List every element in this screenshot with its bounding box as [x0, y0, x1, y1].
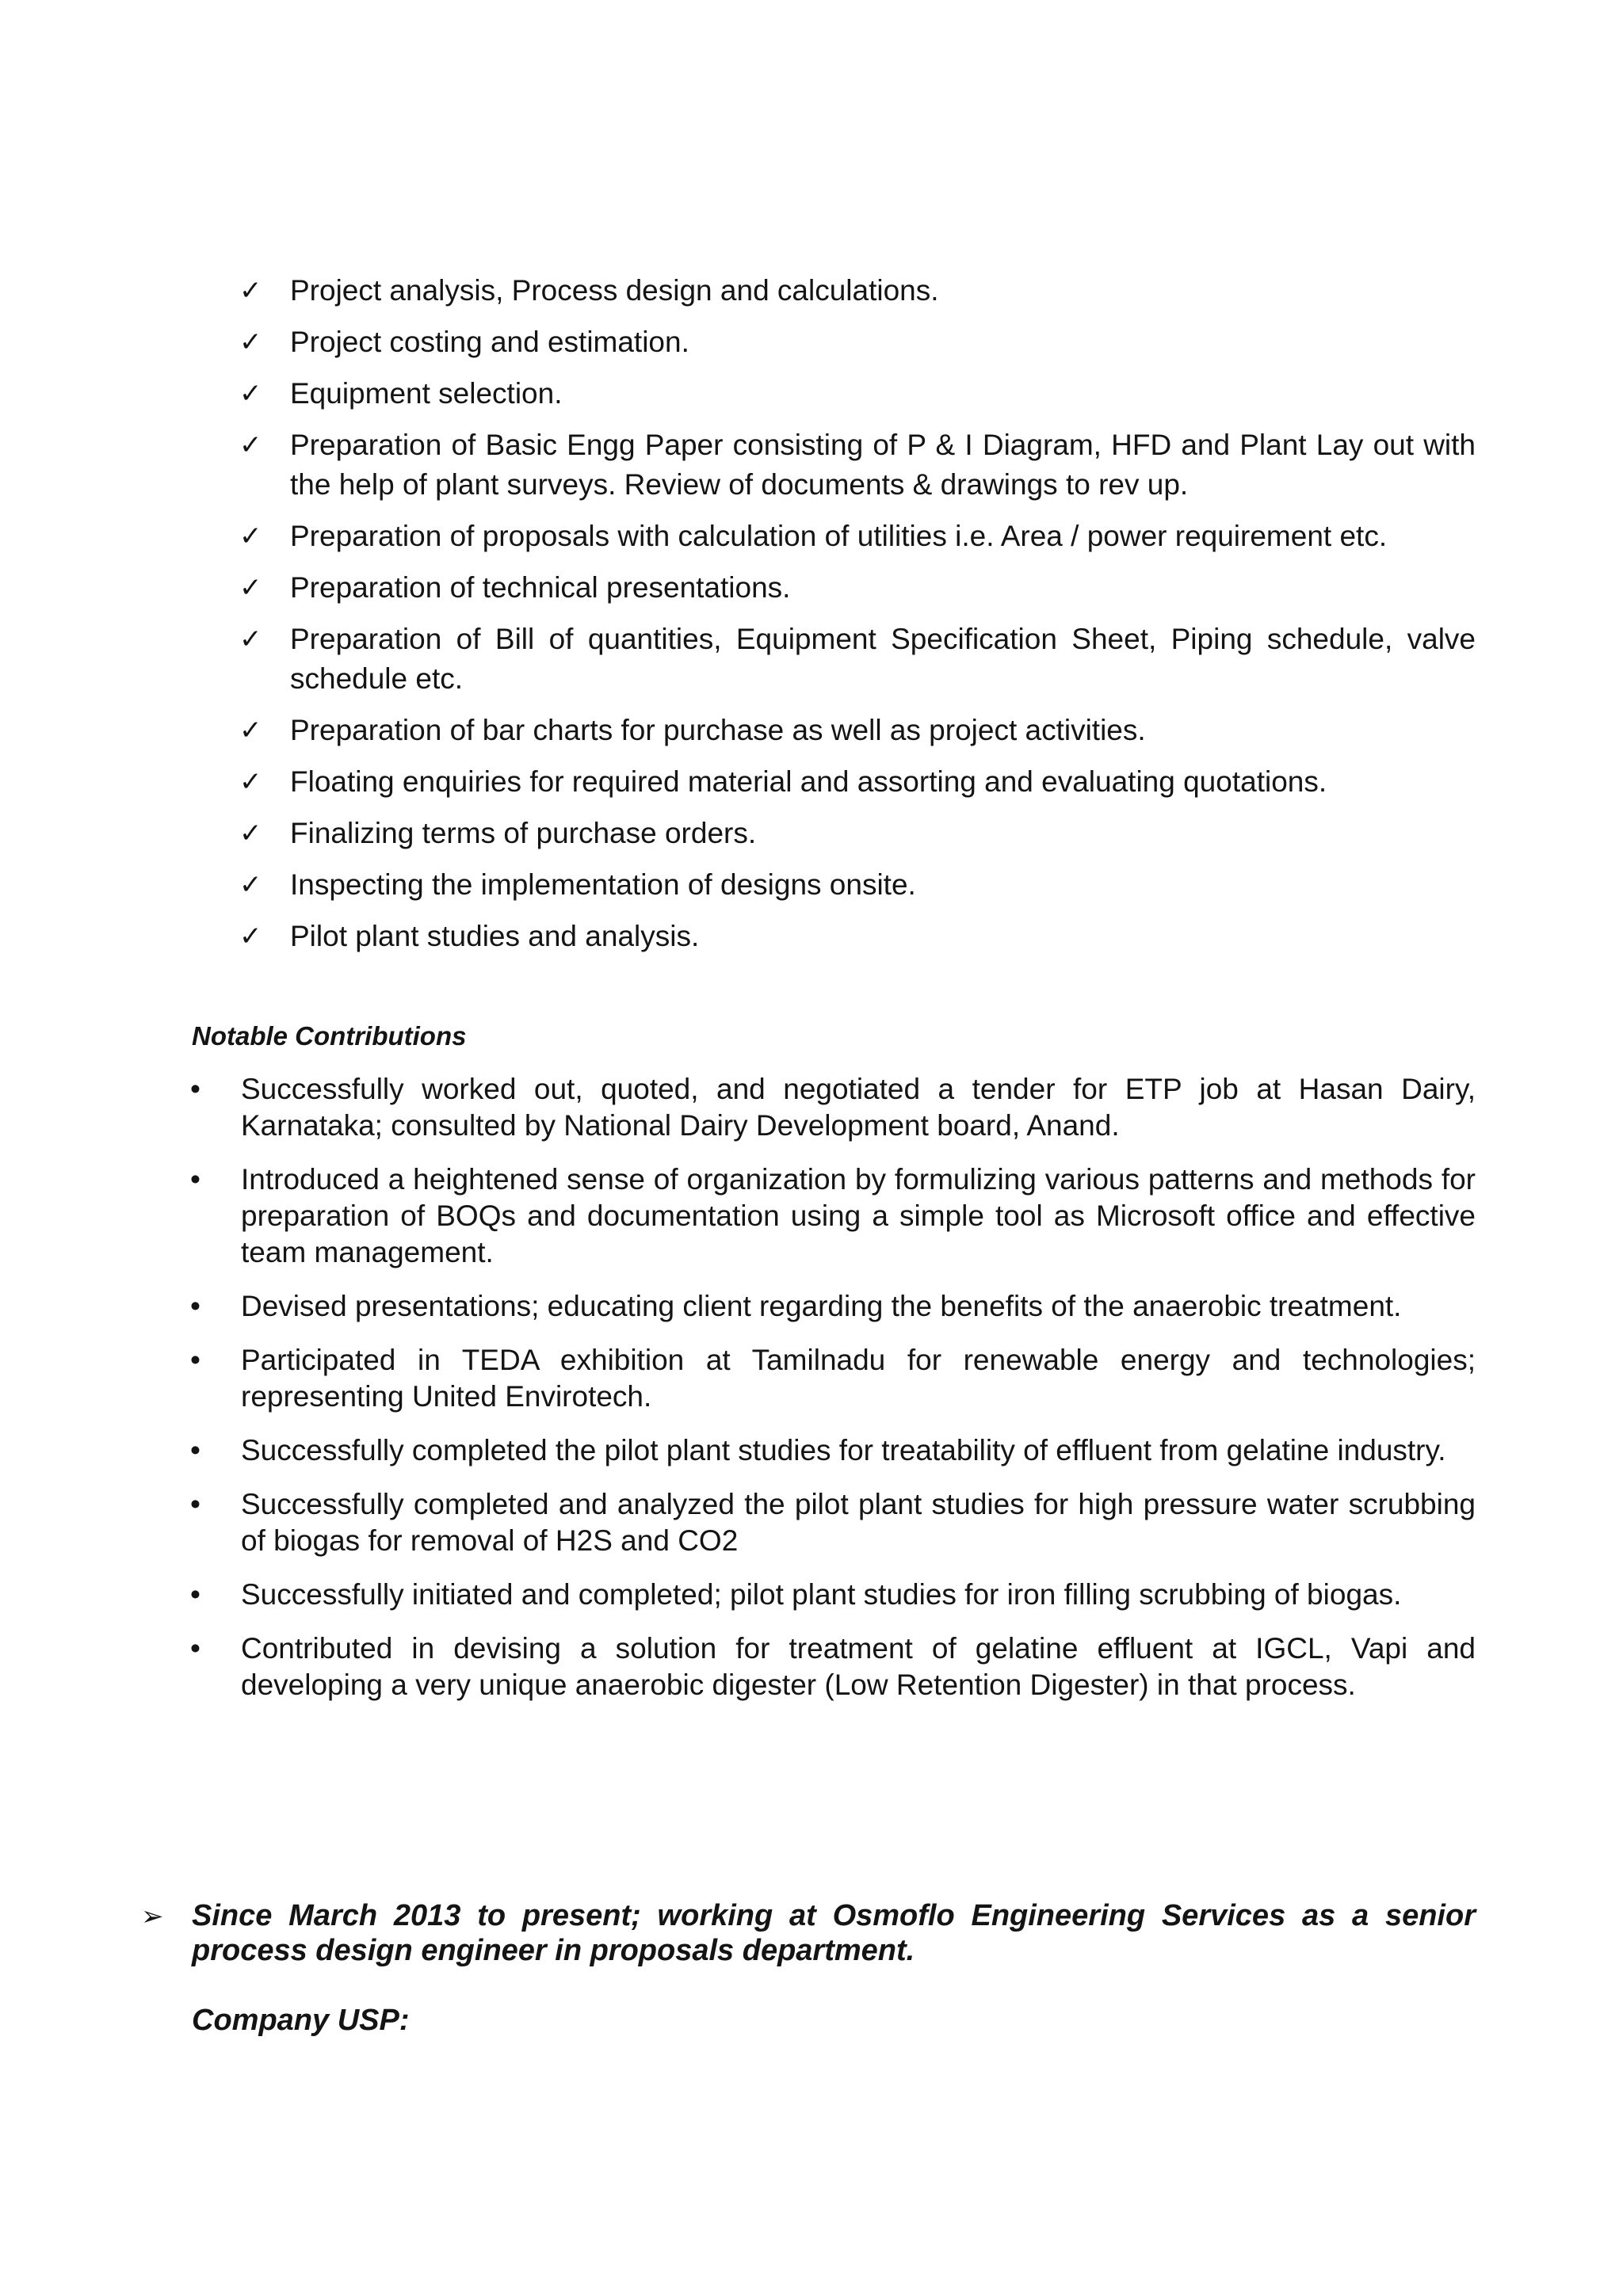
checkmark-icon: ✓: [239, 378, 262, 410]
checkmark-icon: ✓: [239, 766, 262, 798]
contribution-text: Introduced a heightened sense of organization by formulizing various patterns and methods for preparation of BOQs and documentation using a simple tool as Microsoft office and effective team management.: [241, 1163, 1476, 1268]
bullet-icon: •: [190, 1073, 200, 1105]
contribution-text: Contributed in devising a solution for treatment of gelatine effluent at IGCL, Vapi and developing a very unique anaerobic digester (Low Retention Digester) in that process.: [241, 1632, 1476, 1701]
checkmark-icon: ✓: [239, 921, 262, 952]
company-usp-label: Company USP:: [192, 2004, 410, 2037]
bullet-icon: •: [190, 1434, 200, 1466]
notable-contributions-heading: Notable Contributions: [192, 1021, 467, 1051]
responsibility-text: Equipment selection.: [290, 377, 563, 410]
bullet-icon: •: [190, 1290, 200, 1322]
responsibility-item: [239, 517, 1476, 556]
responsibility-item: [239, 711, 1476, 750]
contribution-text: Participated in TEDA exhibition at Tamilnadu for renewable energy and technologies; representing United Envirotech.: [241, 1344, 1476, 1413]
checkmark-icon: ✓: [239, 521, 262, 552]
responsibility-item: [239, 865, 1476, 905]
contribution-item: [189, 1486, 1476, 1559]
checkmark-icon: ✓: [239, 326, 262, 358]
responsibility-item: [239, 425, 1476, 505]
contribution-text: Successfully completed and analyzed the pilot plant studies for high pressure water scrubbing of biogas for removal of H2S and CO2: [241, 1488, 1476, 1557]
checkmark-icon: ✓: [239, 275, 262, 307]
current-role-text: Since March 2013 to present; working at Osmoflo Engineering Services as a senior process design engineer in proposals department.: [192, 1899, 1476, 1967]
contribution-item: [189, 1342, 1476, 1415]
responsibility-item: [239, 271, 1476, 311]
checkmark-icon: ✓: [239, 818, 262, 849]
responsibility-text: Pilot plant studies and analysis.: [290, 920, 700, 952]
responsibilities-list: [239, 271, 1476, 968]
bullet-icon: •: [190, 1632, 200, 1665]
notable-contributions-list: [189, 1071, 1476, 1721]
contribution-text: Successfully worked out, quoted, and negotiated a tender for ETP job at Hasan Dairy, Karnataka; consulted by National Dairy Development board, Anand.: [241, 1073, 1476, 1142]
responsibility-item: [239, 814, 1476, 853]
responsibility-text: Preparation of proposals with calculation of utilities i.e. Area / power requirement etc.: [290, 520, 1388, 552]
responsibility-item: [239, 568, 1476, 608]
contribution-item: [189, 1071, 1476, 1144]
responsibility-item: [239, 917, 1476, 956]
contribution-item: [189, 1288, 1476, 1325]
contribution-text: Devised presentations; educating client regarding the benefits of the anaerobic treatment.: [241, 1290, 1402, 1322]
arrow-bullet-icon: ➢: [141, 1901, 164, 1932]
responsibility-item: [239, 374, 1476, 414]
contribution-item: [189, 1630, 1476, 1703]
contribution-text: Successfully completed the pilot plant studies for treatability of effluent from gelatine industry.: [241, 1434, 1446, 1466]
checkmark-icon: ✓: [239, 869, 262, 901]
current-role-entry: [141, 1898, 1476, 1968]
bullet-icon: •: [190, 1344, 200, 1376]
checkmark-icon: ✓: [239, 624, 262, 655]
responsibility-text: Project analysis, Process design and calculations.: [290, 274, 939, 307]
contribution-item: [189, 1161, 1476, 1271]
responsibility-text: Finalizing terms of purchase orders.: [290, 817, 757, 849]
responsibility-text: Preparation of Basic Engg Paper consisting of P & I Diagram, HFD and Plant Lay out with the help of plant surveys. Review of documents & drawings to rev up.: [290, 429, 1476, 501]
bullet-icon: •: [190, 1163, 200, 1196]
bullet-icon: •: [190, 1578, 200, 1611]
responsibility-text: Preparation of Bill of quantities, Equipment Specification Sheet, Piping schedule, valve schedule etc.: [290, 623, 1476, 695]
checkmark-icon: ✓: [239, 429, 262, 461]
checkmark-icon: ✓: [239, 572, 262, 604]
contribution-text: Successfully initiated and completed; pilot plant studies for iron filling scrubbing of biogas.: [241, 1578, 1402, 1611]
contribution-item: [189, 1432, 1476, 1469]
responsibility-item: [239, 620, 1476, 699]
responsibility-text: Floating enquiries for required material and assorting and evaluating quotations.: [290, 765, 1327, 798]
responsibility-item: [239, 322, 1476, 362]
responsibility-text: Preparation of bar charts for purchase as well as project activities.: [290, 714, 1146, 746]
responsibility-item: [239, 762, 1476, 802]
bullet-icon: •: [190, 1488, 200, 1520]
responsibility-text: Project costing and estimation.: [290, 326, 689, 358]
responsibility-text: Preparation of technical presentations.: [290, 571, 791, 604]
contribution-item: [189, 1577, 1476, 1613]
checkmark-icon: ✓: [239, 715, 262, 746]
responsibility-text: Inspecting the implementation of designs onsite.: [290, 868, 916, 901]
